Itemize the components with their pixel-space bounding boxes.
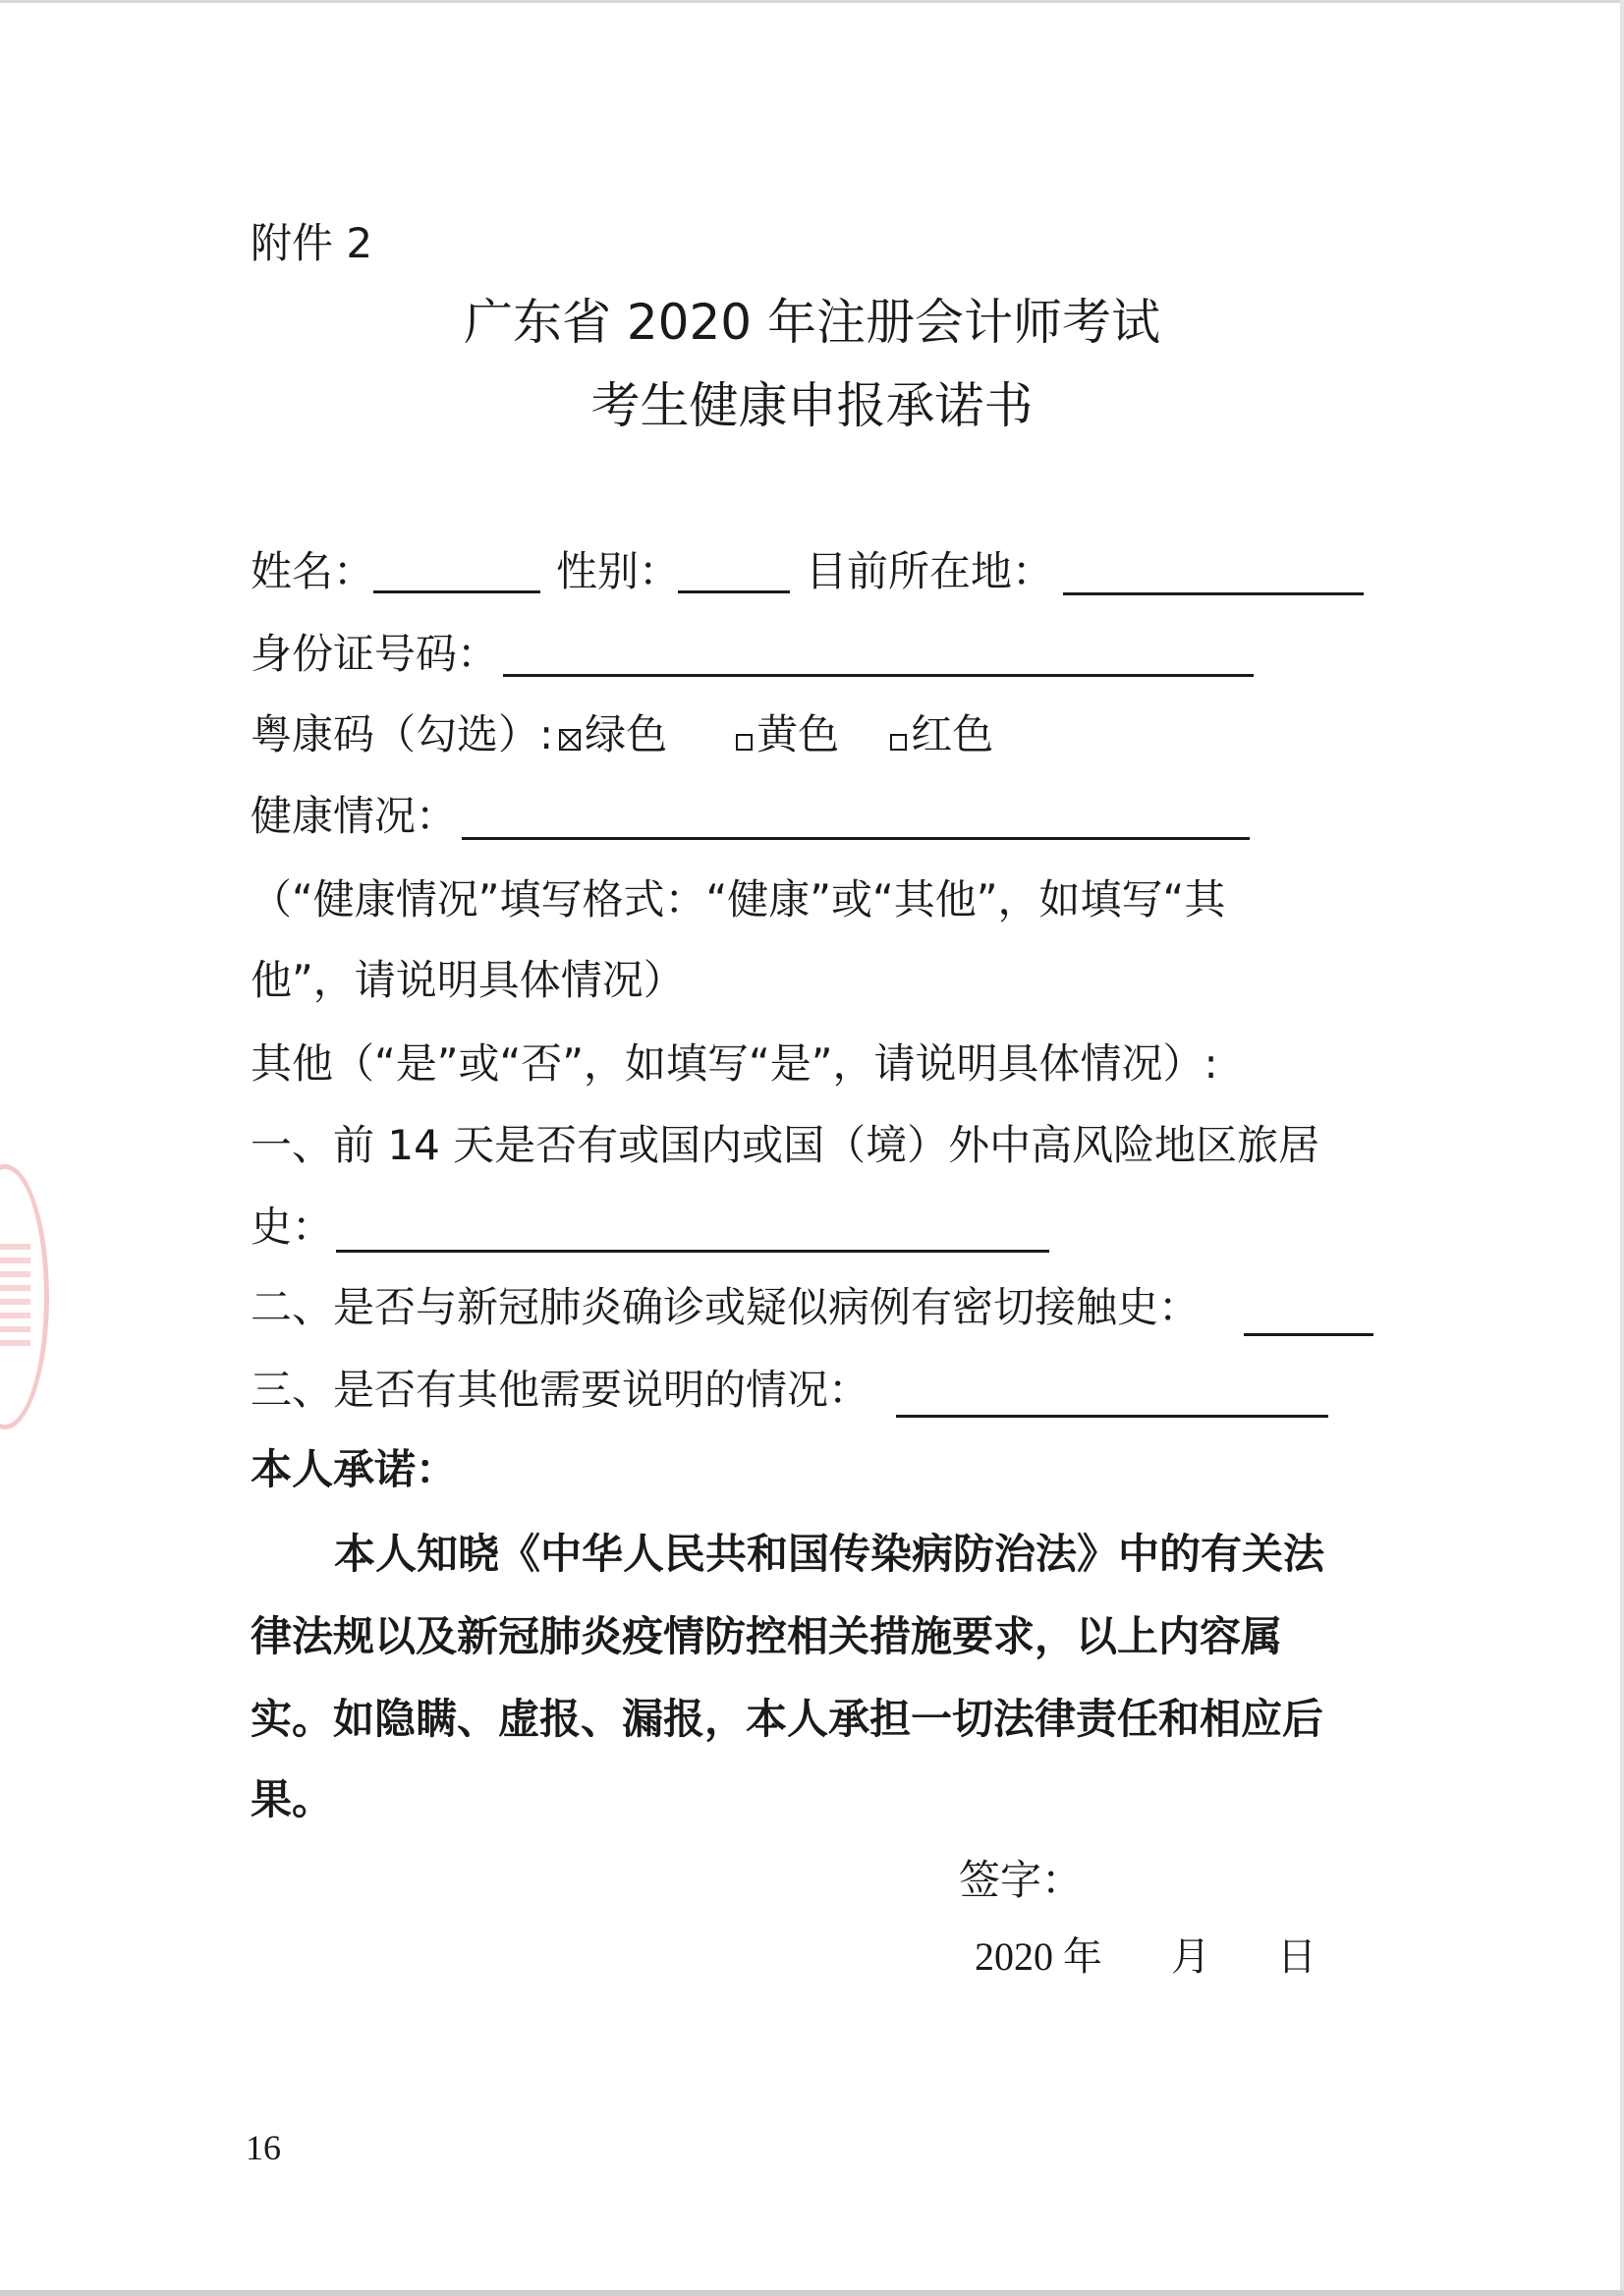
question1-answer-field[interactable] [336, 1250, 1049, 1253]
id-number-field[interactable] [503, 674, 1254, 677]
page-number: 16 [246, 2128, 281, 2167]
health-code-label: 粤康码（勾选）: [251, 710, 554, 758]
health-code-yellow-label: 黄色 [756, 710, 840, 758]
other-intro: 其他（“是”或“否”，如填写“是”，请说明具体情况）: [251, 1039, 1218, 1088]
health-note-line2: 他”，请说明具体情况） [251, 956, 685, 1004]
id-label: 身份证号码： [251, 630, 499, 678]
date-month: 月 [1171, 1934, 1210, 1979]
question2: 二、是否与新冠肺炎确诊或疑似病例有密切接触史： [251, 1283, 1201, 1331]
pledge-line2: 律法规以及新冠肺炎疫情防控相关措施要求，以上内容属 [251, 1612, 1283, 1660]
question3-answer-field[interactable] [896, 1415, 1328, 1418]
signature-label: 签字： [959, 1856, 1084, 1904]
question1-line2: 史： [251, 1203, 334, 1251]
date-year: 2020 年 [975, 1934, 1102, 1979]
pledge-line1: 本人知晓《中华人民共和国传染病防治法》中的有关法 [334, 1530, 1325, 1578]
name-label: 姓名： [251, 547, 375, 595]
health-code-red-checkbox[interactable] [890, 734, 907, 751]
health-code-row [251, 709, 993, 760]
location-label: 目前所在地： [806, 547, 1054, 595]
document-title-line2: 考生健康申报承诺书 [590, 377, 1034, 434]
question2-answer-field[interactable] [1244, 1333, 1373, 1336]
health-code-green-label: 绿色 [585, 710, 668, 758]
attachment-label: 附件 2 [251, 219, 373, 267]
pledge-line3: 实。如隐瞒、虚报、漏报，本人承担一切法律责任和相应后 [251, 1695, 1324, 1743]
health-code-yellow-checkbox[interactable] [736, 734, 753, 751]
location-field[interactable] [1063, 592, 1364, 595]
seal-stamp-fragment [0, 1164, 49, 1429]
question3: 三、是否有其他需要说明的情况： [251, 1366, 870, 1414]
signature-field[interactable] [1087, 1900, 1332, 1903]
name-field[interactable] [373, 590, 540, 593]
health-note-line1: （“健康情况”填写格式：“健康”或“其他”，如填写“其 [251, 875, 1226, 924]
health-status-field[interactable] [462, 837, 1250, 840]
health-code-red-label: 红色 [911, 710, 994, 758]
question1-line1: 一、前 14 天是否有或国内或国（境）外中高风险地区旅居 [251, 1121, 1320, 1169]
gender-label: 性别： [556, 547, 681, 595]
gender-field[interactable] [678, 590, 790, 593]
date-day: 日 [1277, 1934, 1316, 1979]
health-status-label: 健康情况： [251, 792, 458, 840]
health-code-green-checkbox[interactable] [559, 729, 581, 751]
scan-edge-top [0, 0, 1624, 3]
document-title-line1: 广东省 2020 年注册会计师考试 [463, 294, 1161, 351]
scan-edge-bottom [0, 2290, 1624, 2296]
pledge-line4: 果。 [251, 1775, 334, 1823]
pledge-heading: 本人承诺： [251, 1445, 458, 1493]
